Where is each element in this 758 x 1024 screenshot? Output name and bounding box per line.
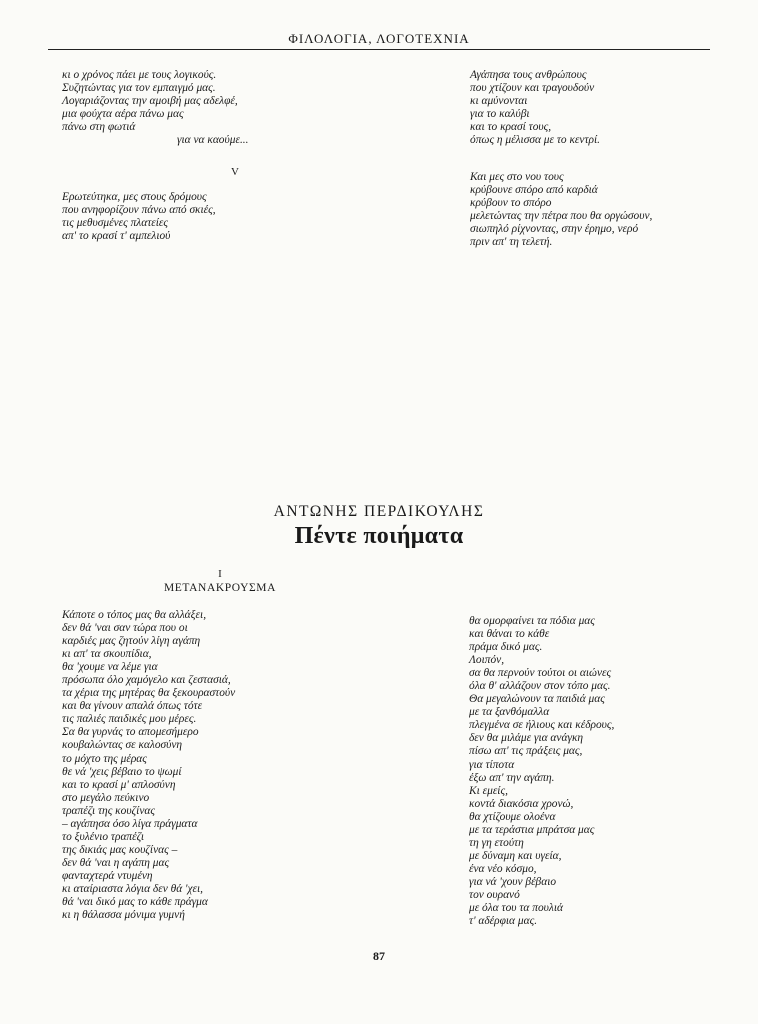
top-left-stanza-a — [62, 69, 322, 147]
verse-line: το μόχτο της μέρας — [62, 752, 147, 765]
verse-line: που ανηφορίζουν πάνω από σκιές, — [62, 204, 216, 217]
verse-line: τις μεθυσμένες πλατείες — [62, 217, 169, 230]
verse-line: με όλα του τα πουλιά — [469, 902, 563, 915]
verse-line: όπως η μέλισσα με το κεντρί. — [470, 134, 601, 147]
verse-line: απ' το κρασί τ' αμπελιού — [62, 230, 171, 243]
verse-line: κουβαλώντας σε καλοσύνη — [62, 739, 183, 752]
verse-line: θε νά 'χεις βέβαιο το ψωμί — [62, 765, 182, 778]
verse-line: κι απ' τα σκουπίδια, — [62, 648, 152, 661]
top-left-stanza-b — [62, 191, 322, 243]
verse-line: καρδιές μας ζητούν λίγη αγάπη — [62, 635, 201, 648]
verse-line: Σα θα γυρνάς το απομεσήμερο — [62, 726, 199, 739]
verse-line: θά 'ναι δικό μας το κάθε πράγμα — [62, 896, 208, 909]
verse-line: πλεγμένα σε ήλιους και κέδρους, — [469, 719, 615, 732]
section-title: ΜΕΤΑΝΑΚΡΟΥΣΜΑ — [163, 582, 277, 594]
verse-line: πάνω στη φωτιά — [62, 121, 136, 134]
verse-line: κι η θάλασσα μόνιμα γυμνή — [62, 909, 185, 922]
verse-line: Θα μεγαλώνουν τα παιδιά μας — [469, 693, 605, 706]
verse-line: τις παλιές παιδικές μου μέρες. — [62, 713, 197, 726]
verse-line: Λοιπόν, — [469, 654, 505, 667]
verse-line: και θάναι το κάθε — [469, 628, 550, 641]
verse-line: πρόσωπα όλο χαμόγελο και ζεστασιά, — [62, 674, 231, 687]
verse-line: Και μες στο νου τους — [470, 171, 564, 183]
verse-line: που χτίζουν και τραγουδούν — [470, 82, 595, 95]
poem-collection-title: Πέντε ποιήματα — [294, 523, 464, 549]
stanza-numeral: V — [231, 166, 239, 178]
header-title: ΦΙΛΟΛΟΓΙΑ, ΛΟΓΟΤΕΧΝΙΑ — [288, 31, 470, 46]
verse-line: πίσω απ' τις πράξεις μας, — [469, 745, 583, 758]
verse-line: της δικιάς μας κουζίνας – — [62, 843, 178, 856]
verse-line: θα ομορφαίνει τα πόδια μας — [469, 615, 595, 627]
verse-line: κι αμύνονται — [470, 95, 528, 108]
verse-line: για να καούμε... — [177, 134, 249, 147]
verse-line: θα χτίζουμε ολοένα — [469, 810, 556, 823]
verse-line: τ' αδέρφια μας. — [469, 915, 538, 928]
verse-line: κρύβουν το σπόρο — [470, 197, 552, 210]
verse-line: τον ουρανό — [469, 888, 520, 901]
bottom-left-poem — [62, 609, 352, 922]
page-number: 87 — [373, 949, 385, 963]
header-rule — [48, 49, 710, 50]
verse-line: για το καλύβι — [470, 108, 530, 121]
top-right-stanza-a — [470, 69, 730, 147]
verse-line: φανταχτερά ντυμένη — [62, 869, 153, 882]
verse-line: για τίποτα — [469, 758, 515, 771]
top-right-stanza-b — [470, 171, 730, 249]
running-header — [48, 30, 710, 48]
verse-line: όλα θ' αλλάζουν στον τόπο μας. — [469, 680, 611, 693]
verse-line: ένα νέο κόσμο, — [469, 862, 537, 875]
verse-line: κοντά διακόσια χρονώ, — [469, 797, 574, 810]
verse-line: τραπέζι της κουζίνας — [62, 804, 155, 817]
verse-line: με τα ξανθόμαλλα — [469, 706, 550, 719]
bottom-right-poem — [469, 615, 739, 928]
verse-line: έξω απ' την αγάπη. — [469, 771, 555, 784]
verse-line: κι ο χρόνος πάει με τους λογικούς. — [62, 69, 217, 81]
verse-line: πράμα δικό μας. — [469, 641, 543, 654]
verse-line: Κάποτε ο τόπος μας θα αλλάξει, — [62, 609, 207, 621]
verse-line: δεν θά 'ναι η αγάπη μας — [62, 856, 170, 869]
verse-line: τη γη ετούτη — [469, 836, 524, 849]
verse-line: θα 'χουμε να λέμε για — [62, 661, 158, 674]
verse-line: μια φούχτα αέρα πάνω μας — [62, 108, 184, 121]
verse-line: δεν θά 'ναι σαν τώρα που οι — [62, 622, 188, 635]
verse-line: για νά 'χουν βέβαιο — [469, 875, 557, 888]
section-number: I — [218, 568, 222, 580]
verse-line: κι αταίριαστα λόγια δεν θά 'χει, — [62, 882, 203, 895]
verse-line: σιωπηλό ρίχνοντας, στην έρημο, νερό — [470, 223, 639, 236]
verse-line: Συζητώντας για τον εμπαιγμό μας. — [62, 82, 216, 95]
verse-line: και το κρασί μ' απλοσύνη — [62, 778, 176, 791]
verse-line: και το κρασί τους, — [470, 121, 552, 134]
verse-line: το ξυλένιο τραπέζι — [62, 830, 145, 843]
verse-line: με τα τεράστια μπράτσα μας — [469, 823, 595, 836]
verse-line: μελετώντας την πέτρα που θα οργώσουν, — [470, 210, 653, 223]
verse-line: πριν απ' τη τελετή. — [470, 236, 553, 249]
verse-line: κρύβουνε σπόρο από καρδιά — [470, 184, 598, 197]
author-name: ΑΝΤΩΝΗΣ ΠΕΡΔΙΚΟΥΛΗΣ — [273, 503, 485, 520]
verse-line: – αγάπησα όσο λίγα πράγματα — [62, 817, 198, 830]
verse-line: με δύναμη και υγεία, — [469, 849, 562, 862]
verse-line: τα χέρια της μητέρας θα ξεκουραστούν — [62, 687, 236, 700]
verse-line: Λογαριάζοντας την αμοιβή μας αδελφέ, — [62, 95, 238, 108]
verse-line: Κι εμείς, — [469, 784, 508, 797]
verse-line: δεν θα μιλάμε για ανάγκη — [469, 732, 584, 745]
verse-line: Ερωτεύτηκα, μες στους δρόμους — [62, 191, 207, 203]
verse-line: Αγάπησα τους ανθρώπους — [470, 69, 587, 81]
verse-line: στο μεγάλο πεύκινο — [62, 791, 150, 804]
verse-line: και θα γίνουν απαλά όπως τότε — [62, 700, 203, 713]
verse-line: σα θα περνούν τούτοι οι αιώνες — [469, 667, 612, 680]
